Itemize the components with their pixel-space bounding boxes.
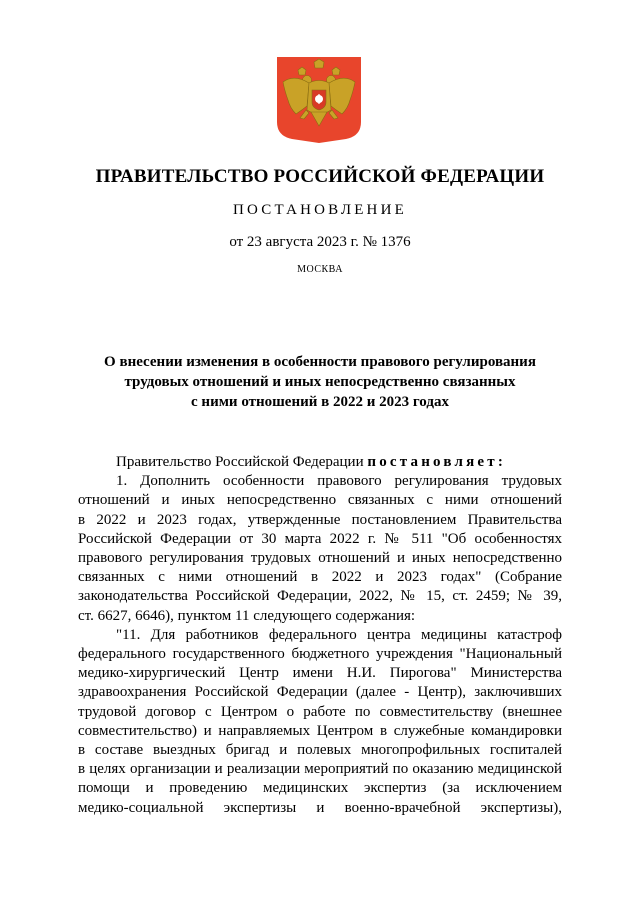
body-line: медико-хирургический Центр имени Н.И. Пирогова" Министерства — [78, 665, 562, 682]
subject-line: трудовых отношений и иных непосредственно связанных — [124, 374, 516, 390]
body-line: медико-социальной экспертизы и военно-врачебной экспертизы), — [78, 799, 562, 816]
body-line: в целях организации и реализации мероприятий по оказанию медицинской — [78, 761, 562, 778]
body-line: связанных с ними отношений в 2022 и 2023 годах" (Собрание — [78, 569, 562, 586]
body-line: здравоохранения Российской Федерации (далее - Центр), заключивших — [78, 684, 562, 701]
coat-of-arms-icon — [276, 56, 362, 144]
preamble-line — [78, 453, 562, 472]
document-body — [78, 453, 562, 818]
body-line: ст. 6627, 6646), пунктом 11 следующего содержания: — [78, 607, 416, 624]
body-line: совместительство) и направляемых Центром в служебные командировки — [78, 722, 562, 739]
document-subject — [60, 352, 580, 412]
body-line: "11. Для работников федерального центра медицины катастроф — [116, 626, 562, 643]
document-date-number: от 23 августа 2023 г. № 1376 — [229, 234, 411, 250]
body-line: Российской Федерации от 30 марта 2022 г. № 511 "Об особенностях — [78, 530, 562, 547]
subject-line: с ними отношений в 2022 и 2023 годах — [191, 394, 449, 410]
body-line: 1. Дополнить особенности правового регулирования трудовых — [116, 473, 562, 490]
body-line: отношений и иных непосредственно связанных с ними отношений — [78, 492, 562, 509]
body-line: законодательства Российской Федерации, 2022, № 15, ст. 2459; № 39, — [78, 588, 562, 605]
body-line: правового регулирования трудовых отношений и иных непосредственно — [78, 550, 562, 567]
body-line: федерального государственного бюджетного учреждения "Национальный — [78, 646, 562, 663]
resolves-word: постановляет: — [367, 454, 507, 470]
body-line: в составе выездных бригад и полевых многопрофильных госпиталей — [78, 742, 562, 759]
body-line: помощи и проведению медицинских экспертиз (за исключением — [78, 780, 562, 797]
body-line: в 2022 и 2023 годах, утвержденные постановлением Правительства — [78, 511, 562, 528]
body-line: трудовой договор с Центром о работе по совместительству (внешнее — [78, 703, 562, 720]
government-title: ПРАВИТЕЛЬСТВО РОССИЙСКОЙ ФЕДЕРАЦИИ — [95, 166, 545, 187]
subject-line: О внесении изменения в особенности правового регулирования — [104, 354, 536, 370]
document-type: ПОСТАНОВЛЕНИЕ — [233, 202, 407, 218]
preamble-text: Правительство Российской Федерации — [116, 454, 368, 470]
document-city: МОСКВА — [297, 264, 343, 275]
